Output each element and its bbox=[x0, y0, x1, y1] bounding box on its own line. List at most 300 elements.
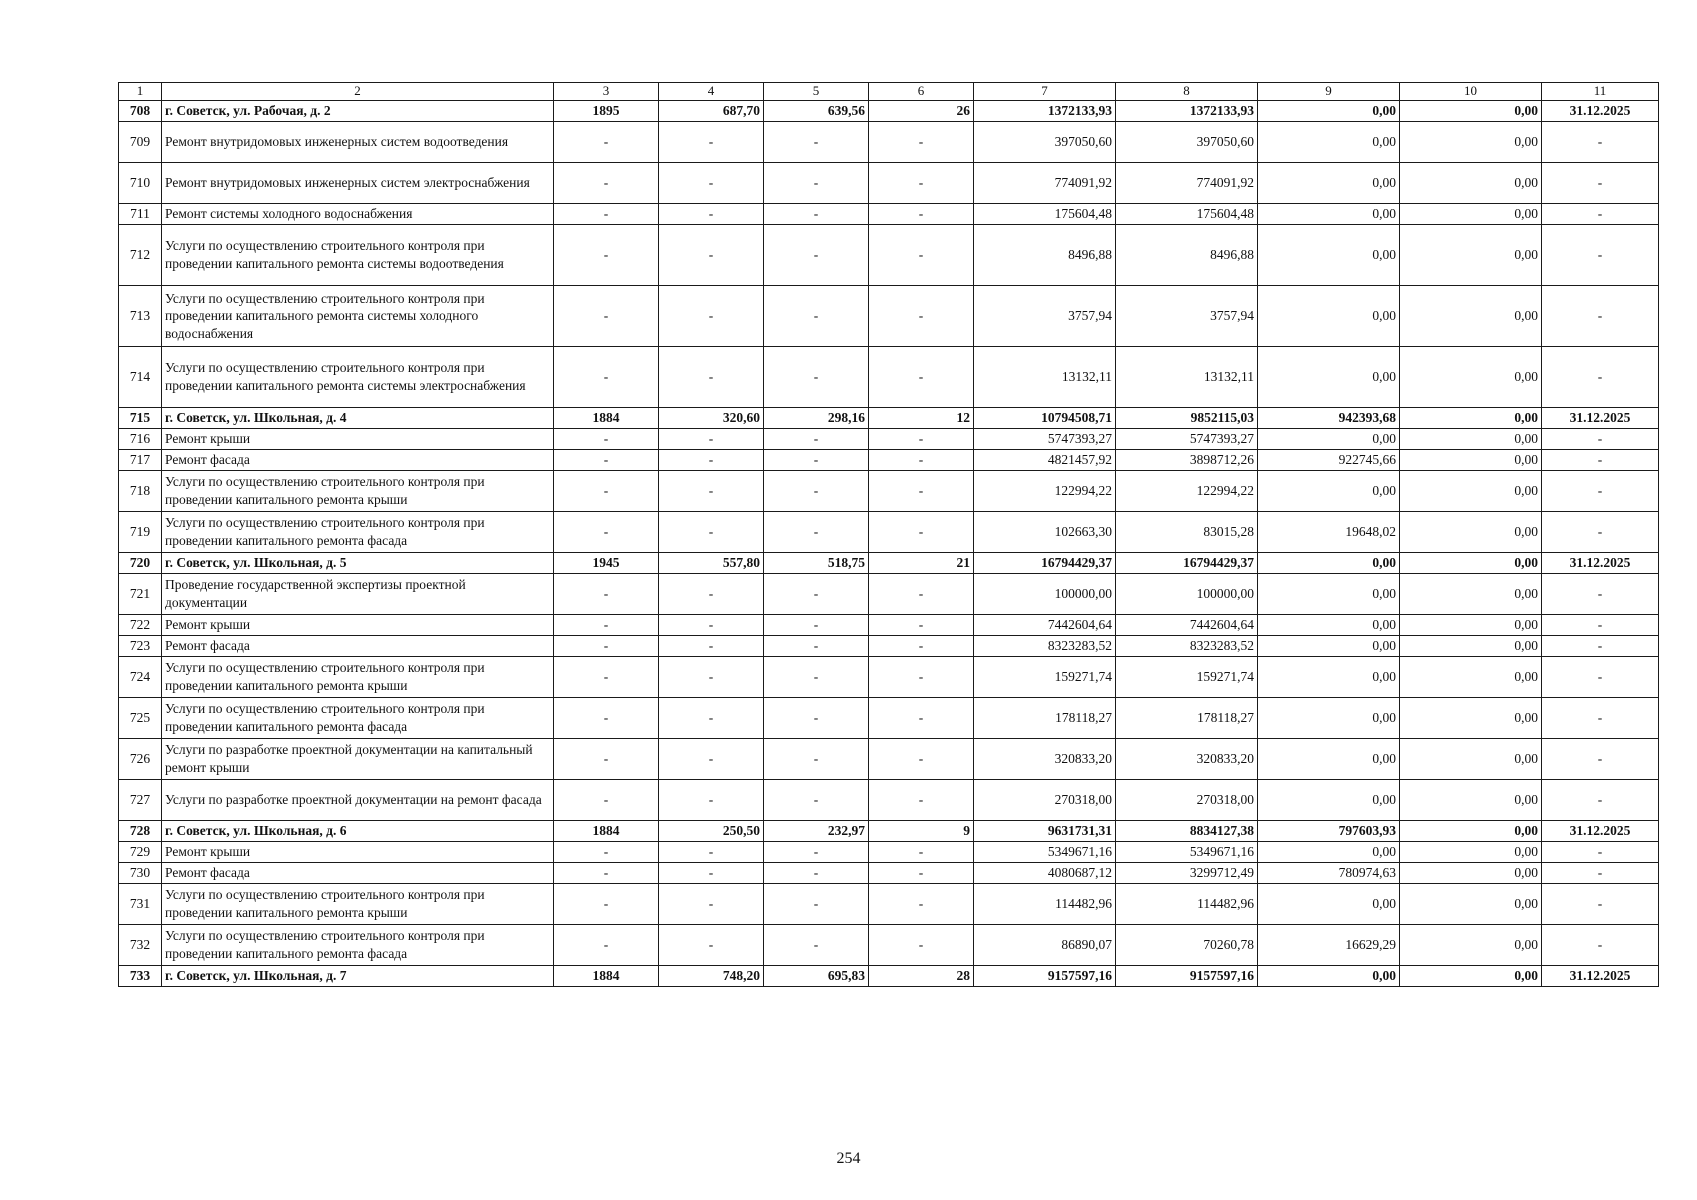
cell-col4: - bbox=[659, 738, 764, 779]
cell-col5: - bbox=[764, 224, 869, 285]
cell-col8: 8323283,52 bbox=[1116, 635, 1258, 656]
column-header: 10 bbox=[1400, 83, 1542, 101]
cell-col6: - bbox=[869, 346, 974, 407]
work-name: Услуги по осуществлению строительного контроля при проведении капитального ремонта фасада bbox=[162, 924, 554, 965]
cell-col5: - bbox=[764, 779, 869, 820]
cell-col7: 86890,07 bbox=[974, 924, 1116, 965]
cell-col6: - bbox=[869, 470, 974, 511]
cell-col5: 232,97 bbox=[764, 820, 869, 841]
row-number: 722 bbox=[119, 614, 162, 635]
cell-col9: 780974,63 bbox=[1258, 862, 1400, 883]
cell-col4: 250,50 bbox=[659, 820, 764, 841]
table-body bbox=[119, 83, 1659, 987]
cell-col9: 0,00 bbox=[1258, 121, 1400, 162]
cell-col11: - bbox=[1542, 614, 1659, 635]
cell-col5: - bbox=[764, 883, 869, 924]
column-header: 8 bbox=[1116, 83, 1258, 101]
cell-col10: 0,00 bbox=[1400, 224, 1542, 285]
cell-col8: 1372133,93 bbox=[1116, 100, 1258, 121]
cell-col8: 7442604,64 bbox=[1116, 614, 1258, 635]
cell-col8: 397050,60 bbox=[1116, 121, 1258, 162]
cell-col3: - bbox=[554, 121, 659, 162]
cell-col8: 83015,28 bbox=[1116, 511, 1258, 552]
cell-col3: - bbox=[554, 656, 659, 697]
row-number: 730 bbox=[119, 862, 162, 883]
cell-col6: - bbox=[869, 511, 974, 552]
cell-col5: - bbox=[764, 635, 869, 656]
cell-col4: - bbox=[659, 862, 764, 883]
work-item-row bbox=[119, 285, 1659, 346]
address-row bbox=[119, 100, 1659, 121]
cell-col3: 1884 bbox=[554, 407, 659, 428]
cell-col7: 100000,00 bbox=[974, 573, 1116, 614]
work-name: Услуги по осуществлению строительного контроля при проведении капитального ремонта фасада bbox=[162, 511, 554, 552]
cell-col11: - bbox=[1542, 470, 1659, 511]
work-name: Услуги по осуществлению строительного контроля при проведении капитального ремонта системы водоотведения bbox=[162, 224, 554, 285]
cell-col3: - bbox=[554, 924, 659, 965]
cell-col8: 122994,22 bbox=[1116, 470, 1258, 511]
cell-col11: - bbox=[1542, 346, 1659, 407]
row-number: 716 bbox=[119, 428, 162, 449]
cell-col10: 0,00 bbox=[1400, 511, 1542, 552]
work-item-row bbox=[119, 428, 1659, 449]
cell-col7: 7442604,64 bbox=[974, 614, 1116, 635]
cell-col4: - bbox=[659, 841, 764, 862]
cell-col9: 0,00 bbox=[1258, 841, 1400, 862]
cell-col11: - bbox=[1542, 635, 1659, 656]
column-header: 5 bbox=[764, 83, 869, 101]
cell-col6: - bbox=[869, 841, 974, 862]
cell-col9: 797603,93 bbox=[1258, 820, 1400, 841]
row-number: 723 bbox=[119, 635, 162, 656]
cell-col10: 0,00 bbox=[1400, 656, 1542, 697]
work-name: Ремонт крыши bbox=[162, 841, 554, 862]
cell-col4: - bbox=[659, 162, 764, 203]
cell-col9: 0,00 bbox=[1258, 965, 1400, 986]
cell-col6: - bbox=[869, 162, 974, 203]
cell-col5: - bbox=[764, 841, 869, 862]
column-header: 7 bbox=[974, 83, 1116, 101]
cell-col5: - bbox=[764, 697, 869, 738]
cell-col9: 0,00 bbox=[1258, 428, 1400, 449]
cell-col3: - bbox=[554, 449, 659, 470]
cell-col5: - bbox=[764, 346, 869, 407]
cell-col7: 397050,60 bbox=[974, 121, 1116, 162]
row-number: 708 bbox=[119, 100, 162, 121]
work-name: Услуги по осуществлению строительного контроля при проведении капитального ремонта фасада bbox=[162, 697, 554, 738]
cell-col10: 0,00 bbox=[1400, 346, 1542, 407]
cell-col11: - bbox=[1542, 449, 1659, 470]
cell-col3: 1884 bbox=[554, 820, 659, 841]
cell-col3: - bbox=[554, 614, 659, 635]
cell-col8: 114482,96 bbox=[1116, 883, 1258, 924]
cell-col9: 0,00 bbox=[1258, 738, 1400, 779]
cell-col7: 175604,48 bbox=[974, 203, 1116, 224]
work-name: Услуги по осуществлению строительного контроля при проведении капитального ремонта крыши bbox=[162, 656, 554, 697]
cell-col5: - bbox=[764, 121, 869, 162]
cell-col4: 557,80 bbox=[659, 552, 764, 573]
cell-col6: - bbox=[869, 224, 974, 285]
cell-col10: 0,00 bbox=[1400, 100, 1542, 121]
cell-col11: 31.12.2025 bbox=[1542, 407, 1659, 428]
cell-col10: 0,00 bbox=[1400, 449, 1542, 470]
cell-col5: - bbox=[764, 428, 869, 449]
cell-col7: 1372133,93 bbox=[974, 100, 1116, 121]
cell-col10: 0,00 bbox=[1400, 635, 1542, 656]
cell-col8: 9852115,03 bbox=[1116, 407, 1258, 428]
column-header: 3 bbox=[554, 83, 659, 101]
row-number: 713 bbox=[119, 285, 162, 346]
cell-col10: 0,00 bbox=[1400, 965, 1542, 986]
work-item-row bbox=[119, 635, 1659, 656]
cell-col5: - bbox=[764, 203, 869, 224]
column-header: 1 bbox=[119, 83, 162, 101]
work-name: Проведение государственной экспертизы проектной документации bbox=[162, 573, 554, 614]
cell-col7: 8496,88 bbox=[974, 224, 1116, 285]
cell-col8: 159271,74 bbox=[1116, 656, 1258, 697]
cell-col8: 270318,00 bbox=[1116, 779, 1258, 820]
cell-col6: - bbox=[869, 697, 974, 738]
cell-col8: 175604,48 bbox=[1116, 203, 1258, 224]
cell-col7: 16794429,37 bbox=[974, 552, 1116, 573]
cell-col4: - bbox=[659, 635, 764, 656]
row-number: 732 bbox=[119, 924, 162, 965]
cell-col6: - bbox=[869, 428, 974, 449]
work-name: Услуги по осуществлению строительного контроля при проведении капитального ремонта крыши bbox=[162, 470, 554, 511]
cell-col7: 270318,00 bbox=[974, 779, 1116, 820]
cell-col6: - bbox=[869, 635, 974, 656]
work-name: Ремонт внутридомовых инженерных систем электроснабжения bbox=[162, 162, 554, 203]
row-number: 729 bbox=[119, 841, 162, 862]
cell-col4: - bbox=[659, 346, 764, 407]
cell-col11: - bbox=[1542, 862, 1659, 883]
cell-col9: 19648,02 bbox=[1258, 511, 1400, 552]
cell-col8: 16794429,37 bbox=[1116, 552, 1258, 573]
cell-col11: - bbox=[1542, 203, 1659, 224]
row-number: 720 bbox=[119, 552, 162, 573]
cell-col4: - bbox=[659, 511, 764, 552]
repair-schedule-table bbox=[118, 82, 1659, 987]
cell-col11: 31.12.2025 bbox=[1542, 100, 1659, 121]
cell-col8: 774091,92 bbox=[1116, 162, 1258, 203]
work-item-row bbox=[119, 697, 1659, 738]
work-item-row bbox=[119, 738, 1659, 779]
cell-col6: - bbox=[869, 656, 974, 697]
cell-col6: 12 bbox=[869, 407, 974, 428]
cell-col5: - bbox=[764, 449, 869, 470]
cell-col8: 5747393,27 bbox=[1116, 428, 1258, 449]
work-name: г. Советск, ул. Школьная, д. 7 bbox=[162, 965, 554, 986]
cell-col4: 320,60 bbox=[659, 407, 764, 428]
cell-col11: 31.12.2025 bbox=[1542, 965, 1659, 986]
cell-col7: 9157597,16 bbox=[974, 965, 1116, 986]
cell-col11: - bbox=[1542, 924, 1659, 965]
cell-col9: 0,00 bbox=[1258, 573, 1400, 614]
work-item-row bbox=[119, 121, 1659, 162]
address-row bbox=[119, 965, 1659, 986]
cell-col7: 9631731,31 bbox=[974, 820, 1116, 841]
cell-col5: - bbox=[764, 738, 869, 779]
cell-col7: 3757,94 bbox=[974, 285, 1116, 346]
row-number: 712 bbox=[119, 224, 162, 285]
cell-col6: - bbox=[869, 614, 974, 635]
work-item-row bbox=[119, 656, 1659, 697]
cell-col5: - bbox=[764, 656, 869, 697]
cell-col3: - bbox=[554, 285, 659, 346]
cell-col3: - bbox=[554, 738, 659, 779]
cell-col3: - bbox=[554, 697, 659, 738]
cell-col3: - bbox=[554, 203, 659, 224]
work-name: Ремонт внутридомовых инженерных систем водоотведения bbox=[162, 121, 554, 162]
cell-col8: 8496,88 bbox=[1116, 224, 1258, 285]
cell-col6: - bbox=[869, 924, 974, 965]
cell-col5: - bbox=[764, 511, 869, 552]
cell-col6: 21 bbox=[869, 552, 974, 573]
work-item-row bbox=[119, 162, 1659, 203]
cell-col6: - bbox=[869, 121, 974, 162]
cell-col4: - bbox=[659, 224, 764, 285]
cell-col10: 0,00 bbox=[1400, 614, 1542, 635]
cell-col9: 0,00 bbox=[1258, 100, 1400, 121]
row-number: 733 bbox=[119, 965, 162, 986]
cell-col7: 13132,11 bbox=[974, 346, 1116, 407]
cell-col7: 4080687,12 bbox=[974, 862, 1116, 883]
row-number: 721 bbox=[119, 573, 162, 614]
cell-col11: - bbox=[1542, 738, 1659, 779]
cell-col3: - bbox=[554, 841, 659, 862]
cell-col10: 0,00 bbox=[1400, 428, 1542, 449]
cell-col3: - bbox=[554, 470, 659, 511]
column-header: 6 bbox=[869, 83, 974, 101]
cell-col6: - bbox=[869, 573, 974, 614]
cell-col11: 31.12.2025 bbox=[1542, 552, 1659, 573]
cell-col7: 774091,92 bbox=[974, 162, 1116, 203]
cell-col11: 31.12.2025 bbox=[1542, 820, 1659, 841]
row-number: 724 bbox=[119, 656, 162, 697]
cell-col10: 0,00 bbox=[1400, 841, 1542, 862]
cell-col5: - bbox=[764, 924, 869, 965]
row-number: 728 bbox=[119, 820, 162, 841]
work-name: Услуги по разработке проектной документации на ремонт фасада bbox=[162, 779, 554, 820]
work-item-row bbox=[119, 841, 1659, 862]
page-number: 254 bbox=[836, 1150, 861, 1167]
cell-col6: - bbox=[869, 883, 974, 924]
cell-col3: - bbox=[554, 346, 659, 407]
cell-col11: - bbox=[1542, 224, 1659, 285]
cell-col10: 0,00 bbox=[1400, 820, 1542, 841]
row-number: 714 bbox=[119, 346, 162, 407]
cell-col9: 922745,66 bbox=[1258, 449, 1400, 470]
cell-col4: - bbox=[659, 428, 764, 449]
cell-col10: 0,00 bbox=[1400, 883, 1542, 924]
cell-col4: 687,70 bbox=[659, 100, 764, 121]
work-name: Услуги по осуществлению строительного контроля при проведении капитального ремонта системы электроснабжения bbox=[162, 346, 554, 407]
cell-col11: - bbox=[1542, 697, 1659, 738]
cell-col5: 298,16 bbox=[764, 407, 869, 428]
cell-col7: 8323283,52 bbox=[974, 635, 1116, 656]
cell-col4: - bbox=[659, 285, 764, 346]
cell-col10: 0,00 bbox=[1400, 285, 1542, 346]
work-item-row bbox=[119, 573, 1659, 614]
row-number: 727 bbox=[119, 779, 162, 820]
work-name: г. Советск, ул. Школьная, д. 6 bbox=[162, 820, 554, 841]
work-item-row bbox=[119, 449, 1659, 470]
cell-col11: - bbox=[1542, 573, 1659, 614]
cell-col7: 4821457,92 bbox=[974, 449, 1116, 470]
cell-col4: 748,20 bbox=[659, 965, 764, 986]
cell-col3: 1884 bbox=[554, 965, 659, 986]
address-row bbox=[119, 820, 1659, 841]
row-number: 731 bbox=[119, 883, 162, 924]
work-name: Ремонт фасада bbox=[162, 862, 554, 883]
cell-col7: 102663,30 bbox=[974, 511, 1116, 552]
cell-col5: - bbox=[764, 285, 869, 346]
cell-col6: - bbox=[869, 862, 974, 883]
cell-col11: - bbox=[1542, 511, 1659, 552]
work-item-row bbox=[119, 614, 1659, 635]
cell-col10: 0,00 bbox=[1400, 779, 1542, 820]
cell-col5: 639,56 bbox=[764, 100, 869, 121]
cell-col8: 5349671,16 bbox=[1116, 841, 1258, 862]
cell-col3: - bbox=[554, 883, 659, 924]
cell-col10: 0,00 bbox=[1400, 162, 1542, 203]
cell-col3: - bbox=[554, 162, 659, 203]
cell-col3: 1895 bbox=[554, 100, 659, 121]
cell-col11: - bbox=[1542, 841, 1659, 862]
cell-col9: 0,00 bbox=[1258, 224, 1400, 285]
cell-col11: - bbox=[1542, 285, 1659, 346]
cell-col7: 10794508,71 bbox=[974, 407, 1116, 428]
cell-col3: - bbox=[554, 224, 659, 285]
row-number: 711 bbox=[119, 203, 162, 224]
cell-col6: - bbox=[869, 779, 974, 820]
cell-col4: - bbox=[659, 121, 764, 162]
cell-col8: 8834127,38 bbox=[1116, 820, 1258, 841]
cell-col6: - bbox=[869, 285, 974, 346]
work-item-row bbox=[119, 862, 1659, 883]
work-name: Ремонт фасада bbox=[162, 449, 554, 470]
cell-col4: - bbox=[659, 614, 764, 635]
cell-col4: - bbox=[659, 779, 764, 820]
work-name: Услуги по осуществлению строительного контроля при проведении капитального ремонта системы холодного водоснабжения bbox=[162, 285, 554, 346]
cell-col9: 0,00 bbox=[1258, 656, 1400, 697]
cell-col8: 320833,20 bbox=[1116, 738, 1258, 779]
cell-col11: - bbox=[1542, 883, 1659, 924]
cell-col11: - bbox=[1542, 656, 1659, 697]
cell-col7: 114482,96 bbox=[974, 883, 1116, 924]
cell-col3: - bbox=[554, 862, 659, 883]
cell-col11: - bbox=[1542, 121, 1659, 162]
cell-col4: - bbox=[659, 656, 764, 697]
cell-col10: 0,00 bbox=[1400, 573, 1542, 614]
work-name: Ремонт системы холодного водоснабжения bbox=[162, 203, 554, 224]
cell-col8: 100000,00 bbox=[1116, 573, 1258, 614]
cell-col6: - bbox=[869, 738, 974, 779]
cell-col8: 3299712,49 bbox=[1116, 862, 1258, 883]
cell-col4: - bbox=[659, 924, 764, 965]
work-item-row bbox=[119, 511, 1659, 552]
cell-col11: - bbox=[1542, 779, 1659, 820]
cell-col9: 0,00 bbox=[1258, 203, 1400, 224]
cell-col5: - bbox=[764, 470, 869, 511]
work-item-row bbox=[119, 224, 1659, 285]
cell-col10: 0,00 bbox=[1400, 862, 1542, 883]
cell-col9: 0,00 bbox=[1258, 552, 1400, 573]
column-header: 4 bbox=[659, 83, 764, 101]
cell-col3: - bbox=[554, 511, 659, 552]
cell-col5: 695,83 bbox=[764, 965, 869, 986]
cell-col10: 0,00 bbox=[1400, 738, 1542, 779]
cell-col4: - bbox=[659, 449, 764, 470]
cell-col10: 0,00 bbox=[1400, 407, 1542, 428]
cell-col10: 0,00 bbox=[1400, 121, 1542, 162]
cell-col8: 13132,11 bbox=[1116, 346, 1258, 407]
cell-col4: - bbox=[659, 203, 764, 224]
cell-col4: - bbox=[659, 470, 764, 511]
cell-col9: 942393,68 bbox=[1258, 407, 1400, 428]
work-item-row bbox=[119, 924, 1659, 965]
cell-col9: 0,00 bbox=[1258, 346, 1400, 407]
cell-col4: - bbox=[659, 697, 764, 738]
cell-col9: 0,00 bbox=[1258, 779, 1400, 820]
cell-col10: 0,00 bbox=[1400, 552, 1542, 573]
work-name: Ремонт фасада bbox=[162, 635, 554, 656]
cell-col8: 9157597,16 bbox=[1116, 965, 1258, 986]
work-name: Ремонт крыши bbox=[162, 614, 554, 635]
cell-col10: 0,00 bbox=[1400, 470, 1542, 511]
cell-col7: 5349671,16 bbox=[974, 841, 1116, 862]
work-item-row bbox=[119, 779, 1659, 820]
cell-col7: 122994,22 bbox=[974, 470, 1116, 511]
column-header: 9 bbox=[1258, 83, 1400, 101]
address-row bbox=[119, 552, 1659, 573]
row-number: 709 bbox=[119, 121, 162, 162]
work-item-row bbox=[119, 470, 1659, 511]
column-header: 2 bbox=[162, 83, 554, 101]
cell-col9: 0,00 bbox=[1258, 285, 1400, 346]
cell-col5: - bbox=[764, 614, 869, 635]
work-item-row bbox=[119, 203, 1659, 224]
cell-col6: 28 bbox=[869, 965, 974, 986]
address-row bbox=[119, 407, 1659, 428]
cell-col11: - bbox=[1542, 162, 1659, 203]
row-number: 726 bbox=[119, 738, 162, 779]
cell-col7: 159271,74 bbox=[974, 656, 1116, 697]
cell-col4: - bbox=[659, 883, 764, 924]
cell-col3: - bbox=[554, 635, 659, 656]
row-number: 725 bbox=[119, 697, 162, 738]
cell-col6: - bbox=[869, 203, 974, 224]
cell-col3: 1945 bbox=[554, 552, 659, 573]
row-number: 718 bbox=[119, 470, 162, 511]
row-number: 717 bbox=[119, 449, 162, 470]
cell-col9: 0,00 bbox=[1258, 883, 1400, 924]
work-name: г. Советск, ул. Школьная, д. 4 bbox=[162, 407, 554, 428]
work-name: Ремонт крыши bbox=[162, 428, 554, 449]
work-item-row bbox=[119, 883, 1659, 924]
cell-col8: 70260,78 bbox=[1116, 924, 1258, 965]
cell-col7: 5747393,27 bbox=[974, 428, 1116, 449]
cell-col5: - bbox=[764, 862, 869, 883]
work-name: Услуги по разработке проектной документации на капитальный ремонт крыши bbox=[162, 738, 554, 779]
cell-col9: 0,00 bbox=[1258, 470, 1400, 511]
cell-col5: 518,75 bbox=[764, 552, 869, 573]
row-number: 710 bbox=[119, 162, 162, 203]
cell-col9: 16629,29 bbox=[1258, 924, 1400, 965]
cell-col7: 178118,27 bbox=[974, 697, 1116, 738]
cell-col10: 0,00 bbox=[1400, 924, 1542, 965]
column-header: 11 bbox=[1542, 83, 1659, 101]
